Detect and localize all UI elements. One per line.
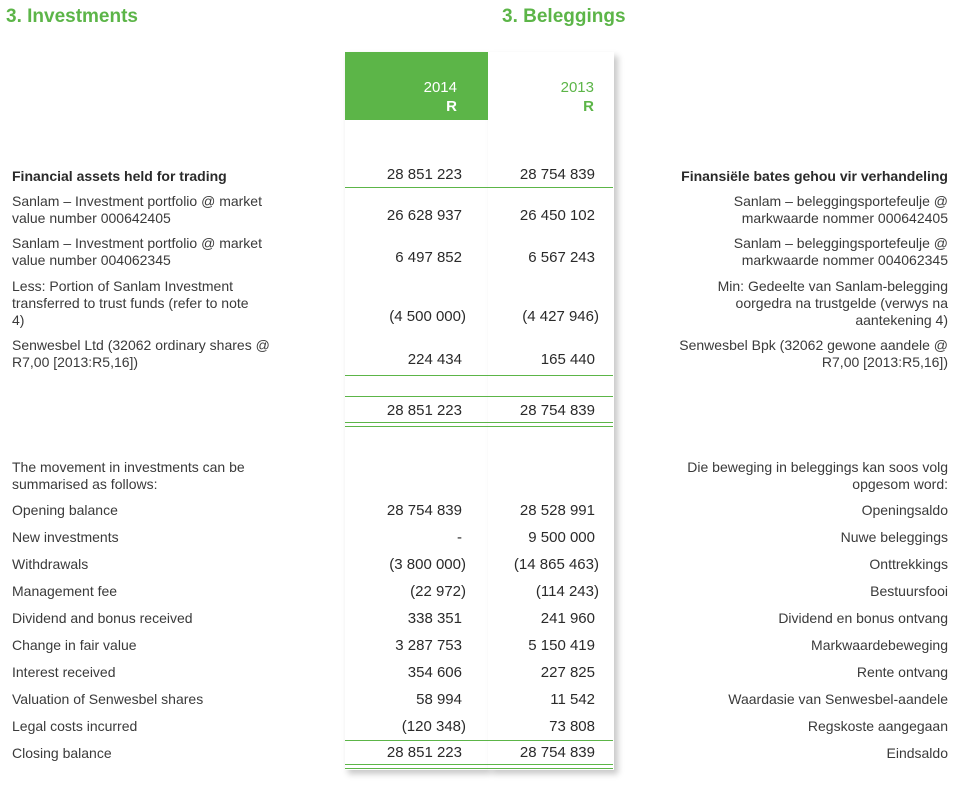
section1-title-2014: 28 851 223 <box>386 166 462 183</box>
movement-row-value-2013: 28 754 839 <box>519 744 595 761</box>
movement-row-label-en: Change in fair value <box>12 637 137 653</box>
heading-afrikaans: 3. Beleggings <box>502 6 626 27</box>
section1-subtotal-rule <box>345 375 613 376</box>
section1-row-label-af: Min: Gedeelte van Sanlam-belegging oorgedra na trustgelde (verwys na aantekening 4) <box>717 278 948 328</box>
section1-row-label-af: Sanlam – beleggingsportefeulje @ markwaarde nommer 000642405 <box>733 193 948 226</box>
closing-balance-top-rule <box>345 740 613 741</box>
movement-row-value-2014: 28 754 839 <box>386 502 462 519</box>
movement-row-label-en: Closing balance <box>12 745 112 761</box>
section2-intro-af: Die beweging in beleggings kan soos volg opgesom word: <box>687 459 948 492</box>
section1-row-value-2013: 6 567 243 <box>528 249 595 266</box>
column-unit-2013: R <box>583 98 594 115</box>
section1-total-2013: 28 754 839 <box>519 402 595 419</box>
movement-row-label-en: Withdrawals <box>12 556 89 572</box>
section1-title-2013: 28 754 839 <box>519 166 595 183</box>
section1-row-label-en: Less: Portion of Sanlam Investment transferred to trust funds (refer to note 4) <box>12 278 249 328</box>
section1-row-value-2014: 224 434 <box>407 351 462 368</box>
movement-row-label-af: Openingsaldo <box>861 502 948 518</box>
movement-row-value-2014: 58 994 <box>416 691 462 708</box>
section1-row-label-en: Sanlam – Investment portfolio @ market value number 004062345 <box>12 235 262 268</box>
movement-row-value-2014: (3 800 000) <box>389 556 466 573</box>
movement-row-label-af: Regskoste aangegaan <box>807 718 948 734</box>
section1-total-top-rule <box>345 396 613 397</box>
section1-row-value-2014: 26 628 937 <box>386 207 462 224</box>
movement-row-label-en: Dividend and bonus received <box>12 610 193 626</box>
section1-title-en: Financial assets held for trading <box>12 168 227 184</box>
section1-total-2014: 28 851 223 <box>386 402 462 419</box>
movement-row-label-af: Waardasie van Senwesbel-aandele <box>728 691 948 707</box>
movement-row-label-af: Rente ontvang <box>856 664 948 680</box>
movement-row-value-2013: 241 960 <box>540 610 595 627</box>
section1-total-double-rule <box>345 422 613 427</box>
movement-row-label-af: Eindsaldo <box>886 745 948 761</box>
movement-row-value-2014: - <box>457 529 462 546</box>
column-year-2014: 2014 <box>423 79 457 96</box>
movement-row-label-en: Opening balance <box>12 502 118 518</box>
movement-row-value-2014: 28 851 223 <box>386 744 462 761</box>
movement-row-label-en: New investments <box>12 529 119 545</box>
section2-intro-en: The movement in investments can be summarised as follows: <box>12 459 245 492</box>
movement-row-label-af: Nuwe beleggings <box>840 529 948 545</box>
section1-row-label-en: Sanlam – Investment portfolio @ market value number 000642405 <box>12 193 262 226</box>
movement-row-value-2013: 9 500 000 <box>528 529 595 546</box>
section1-row-label-af: Sanlam – beleggingsportefeulje @ markwaarde nommer 004062345 <box>733 235 948 268</box>
movement-row-value-2014: 354 606 <box>407 664 462 681</box>
section1-row-value-2014: 6 497 852 <box>395 249 462 266</box>
movement-row-value-2013: 227 825 <box>540 664 595 681</box>
movement-row-value-2014: (22 972) <box>410 583 466 600</box>
movement-row-value-2014: 3 287 753 <box>395 637 462 654</box>
section1-title-underline <box>345 187 613 188</box>
section1-row-value-2013: 165 440 <box>540 351 595 368</box>
section1-title-af: Finansiële bates gehou vir verhandeling <box>681 168 948 184</box>
movement-row-value-2013: 28 528 991 <box>519 502 595 519</box>
movement-row-value-2014: 338 351 <box>407 610 462 627</box>
movement-row-value-2013: 5 150 419 <box>528 637 595 654</box>
movement-row-label-af: Markwaardebeweging <box>811 637 948 653</box>
column-year-2013: 2013 <box>560 79 594 96</box>
movement-row-value-2013: 11 542 <box>550 691 595 708</box>
movement-row-label-af: Onttrekkings <box>869 556 948 572</box>
movement-row-label-en: Management fee <box>12 583 118 599</box>
movement-row-label-en: Valuation of Senwesbel shares <box>12 691 204 707</box>
movement-row-label-en: Legal costs incurred <box>12 718 138 734</box>
movement-row-value-2013: 73 808 <box>549 718 595 735</box>
movement-row-value-2014: (120 348) <box>401 718 466 735</box>
section1-row-value-2013: 26 450 102 <box>519 207 595 224</box>
section1-row-value-2013: (4 427 946) <box>522 308 599 325</box>
movement-row-value-2013: (14 865 463) <box>513 556 599 573</box>
closing-balance-double-rule <box>345 764 613 769</box>
section1-row-value-2014: (4 500 000) <box>389 308 466 325</box>
movement-row-value-2013: (114 243) <box>535 583 599 600</box>
section1-row-label-en: Senwesbel Ltd (32062 ordinary shares @ R7,00 [2013:R5,16]) <box>12 337 270 370</box>
movement-row-label-en: Interest received <box>12 664 116 680</box>
column-unit-2014: R <box>446 98 457 115</box>
section1-row-label-af: Senwesbel Bpk (32062 gewone aandele @ R7,00 [2013:R5,16]) <box>679 337 948 370</box>
movement-row-label-af: Bestuursfooi <box>870 583 948 599</box>
movement-row-label-af: Dividend en bonus ontvang <box>778 610 948 626</box>
heading-english: 3. Investments <box>6 6 138 27</box>
column-header-2014 <box>345 78 457 116</box>
column-header-2013 <box>488 78 594 116</box>
